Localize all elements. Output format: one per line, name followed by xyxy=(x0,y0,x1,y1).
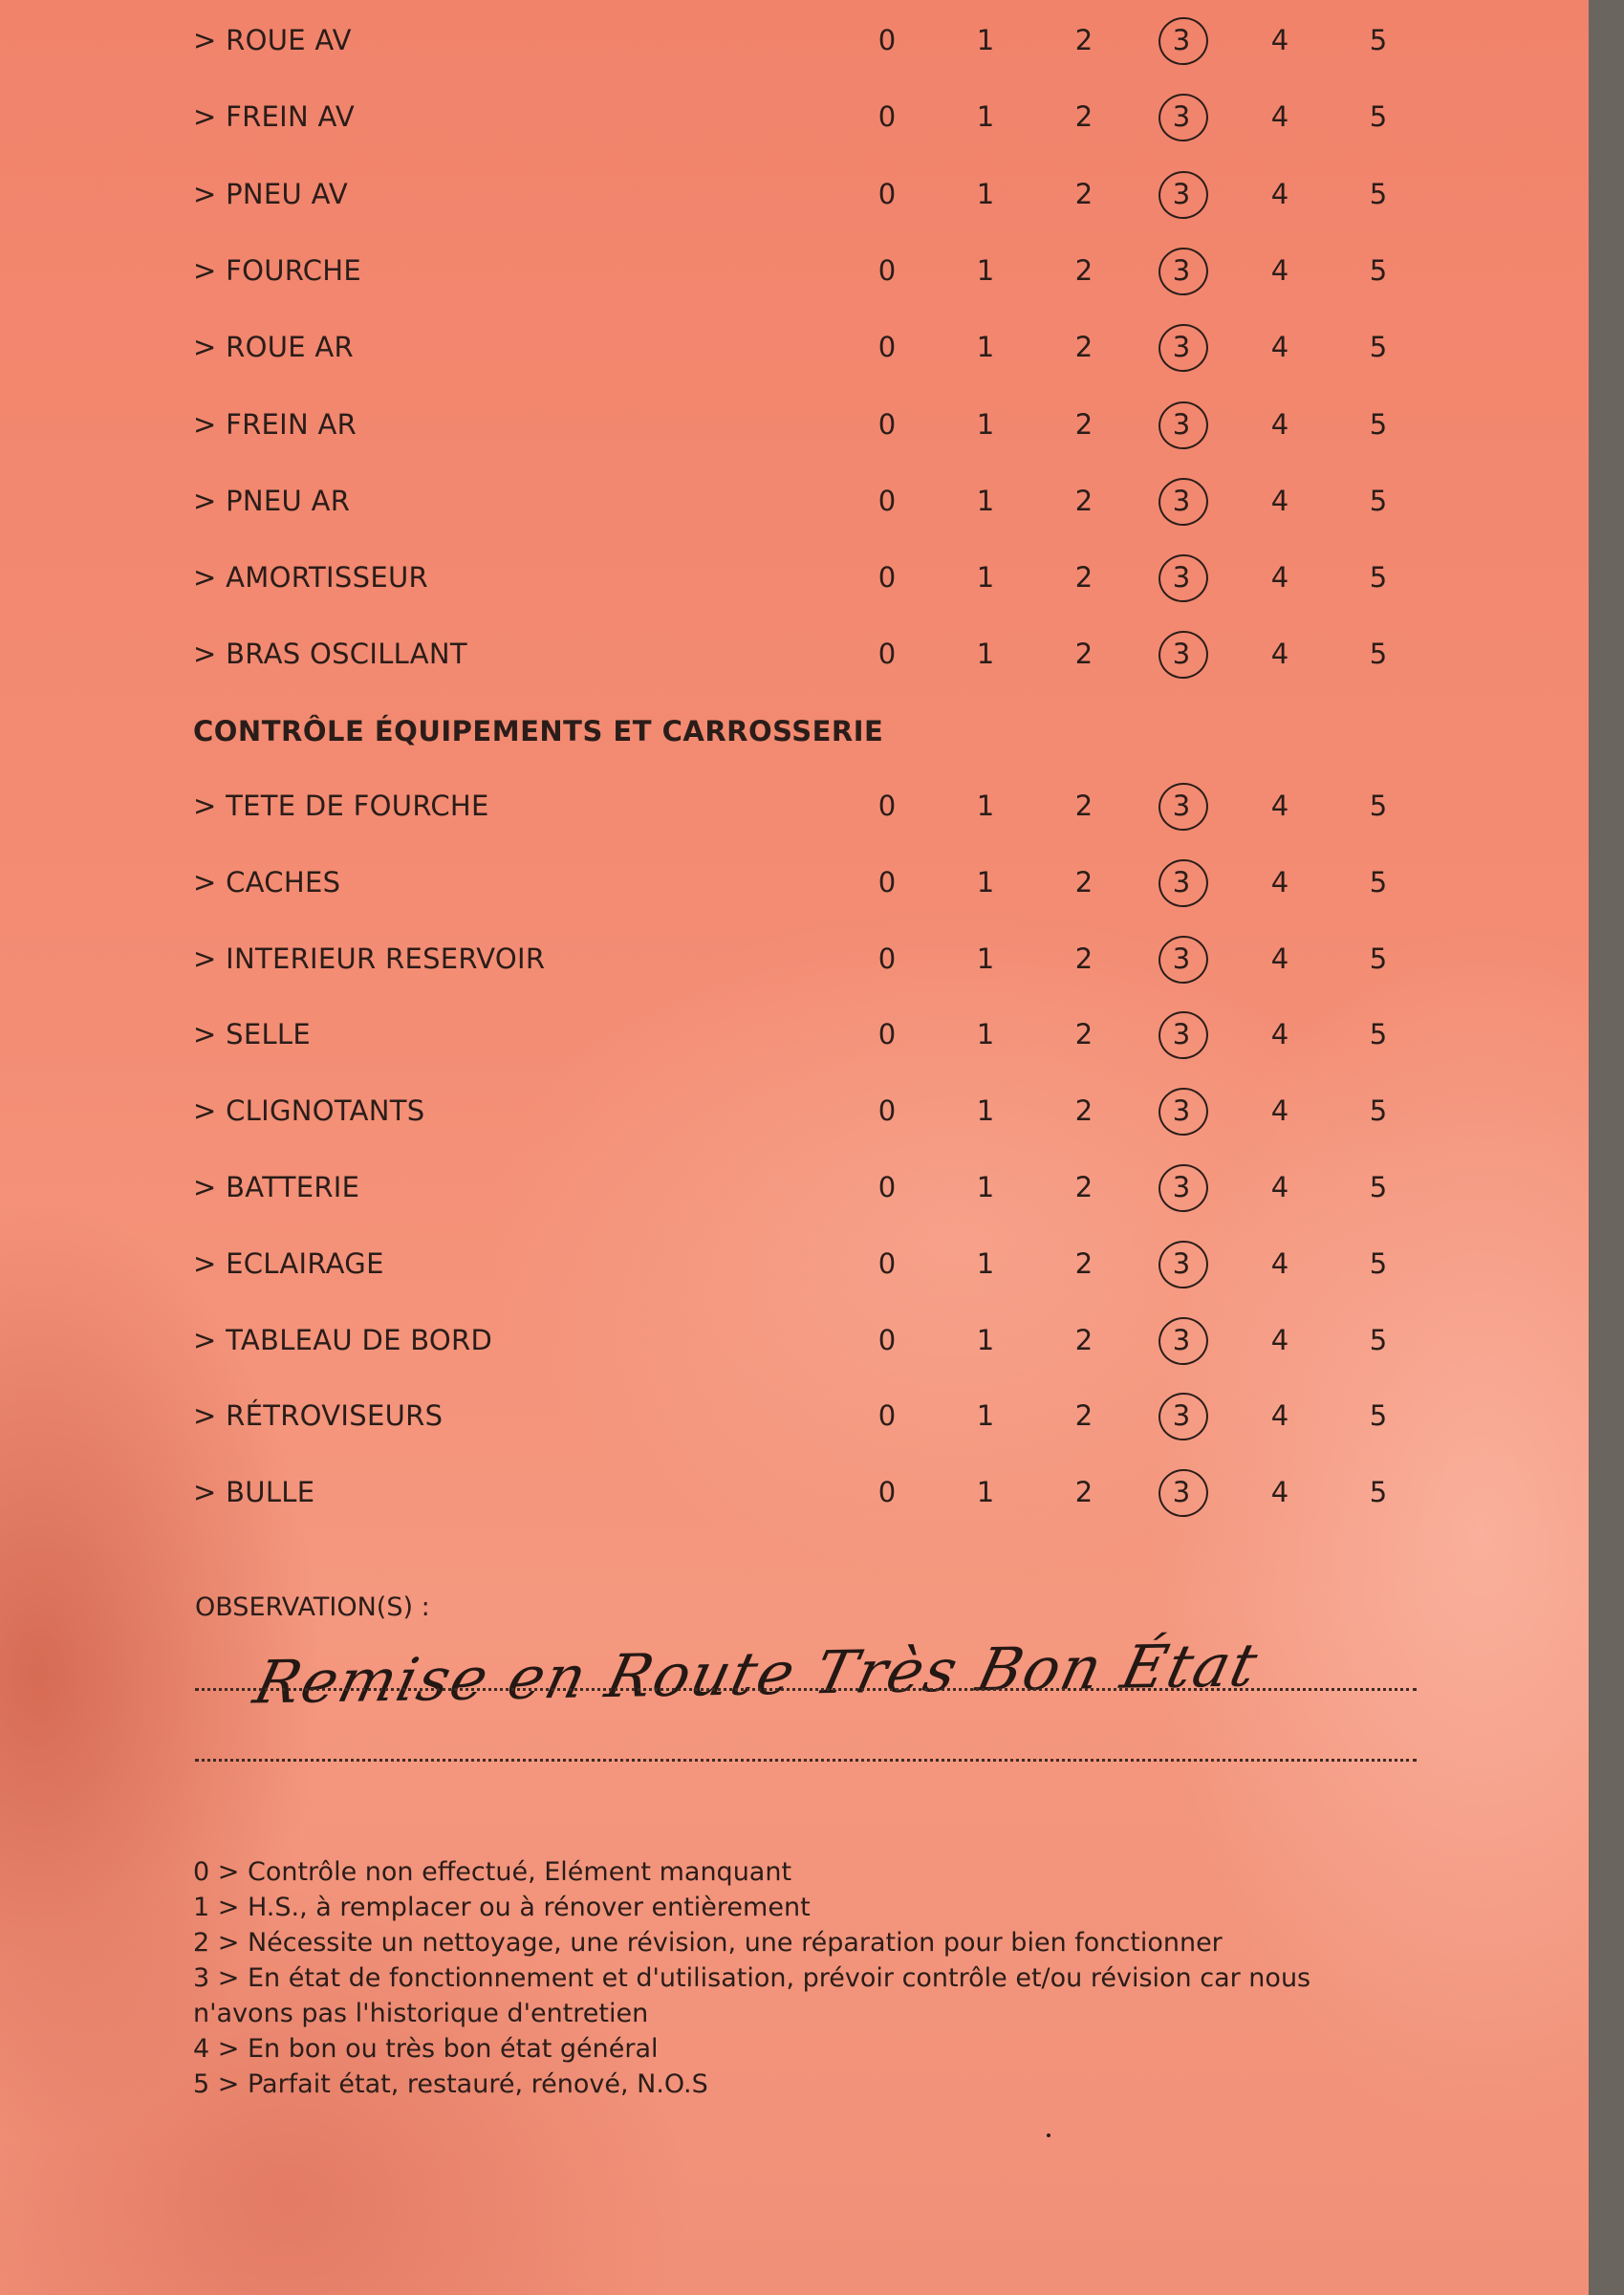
score-option: 4 xyxy=(1270,253,1289,287)
score-option: 5 xyxy=(1369,100,1388,134)
score-option: 4 xyxy=(1270,484,1289,517)
score-option: 5 xyxy=(1369,484,1388,517)
rating-row-label: > CACHES xyxy=(193,865,341,899)
rating-row-label: > BATTERIE xyxy=(193,1171,360,1203)
score-option: 1 xyxy=(976,407,995,441)
rating-row-label: > FREIN AR xyxy=(193,407,357,441)
observations-handwritten-text: Remise en Route Très Bon État xyxy=(248,1630,1267,1718)
score-option: 4 xyxy=(1270,24,1289,56)
score-option: 1 xyxy=(976,561,995,595)
rating-row xyxy=(0,1454,1589,1530)
legend-item-2: 2 > Nécessite un nettoyage, une révision, une réparation pour bien fonctionner xyxy=(193,1928,1223,1958)
score-option: 5 xyxy=(1369,638,1388,671)
score-option: 1 xyxy=(976,865,995,899)
score-option-circled: 3 xyxy=(1153,996,1210,1072)
score-option-circled: 3 xyxy=(1153,768,1210,844)
score-option: 2 xyxy=(1074,177,1093,210)
legend-item-5: 5 > Parfait état, restauré, rénové, N.O.S xyxy=(193,2069,708,2099)
score-option: 5 xyxy=(1369,1171,1388,1203)
score-option: 2 xyxy=(1074,1323,1093,1356)
score-option: 0 xyxy=(877,253,897,287)
score-option: 4 xyxy=(1270,790,1289,822)
score-option: 4 xyxy=(1270,561,1289,595)
legend-item-1: 1 > H.S., à remplacer ou à rénover entièrement xyxy=(193,1893,811,1922)
score-option: 2 xyxy=(1074,1018,1093,1051)
rating-row xyxy=(0,539,1589,616)
score-option: 2 xyxy=(1074,1171,1093,1203)
score-option-circled: 3 xyxy=(1153,1149,1210,1225)
score-option: 0 xyxy=(877,1018,897,1051)
score-option: 2 xyxy=(1074,638,1093,671)
score-option-circled: 3 xyxy=(1153,232,1210,309)
score-option: 2 xyxy=(1074,253,1093,287)
rating-row xyxy=(0,463,1589,539)
observations-label: OBSERVATION(S) : xyxy=(195,1592,430,1622)
score-option-circled: 3 xyxy=(1153,78,1210,155)
score-option: 2 xyxy=(1074,561,1093,595)
rating-row-label: > ROUE AR xyxy=(193,331,354,364)
observations-line-2 xyxy=(195,1759,1417,1762)
score-option: 4 xyxy=(1270,1399,1289,1433)
rating-row-label: > ECLAIRAGE xyxy=(193,1246,384,1280)
rating-row xyxy=(0,616,1589,692)
score-option: 4 xyxy=(1270,1476,1289,1509)
score-option: 5 xyxy=(1369,1246,1388,1280)
score-option: 5 xyxy=(1369,24,1388,56)
score-option: 2 xyxy=(1074,1476,1093,1509)
score-option-circled: 3 xyxy=(1153,1225,1210,1302)
rating-row-label: > TETE DE FOURCHE xyxy=(193,790,489,822)
score-option: 4 xyxy=(1270,1018,1289,1051)
score-option: 1 xyxy=(976,100,995,134)
score-option: 5 xyxy=(1369,1018,1388,1051)
score-option: 5 xyxy=(1369,1323,1388,1356)
score-option: 4 xyxy=(1270,331,1289,364)
score-option: 0 xyxy=(877,1246,897,1280)
score-option: 1 xyxy=(976,638,995,671)
score-option: 2 xyxy=(1074,331,1093,364)
rating-row-label: > PNEU AV xyxy=(193,177,348,210)
rating-row xyxy=(0,844,1589,920)
rating-row xyxy=(0,1225,1589,1302)
score-option: 5 xyxy=(1369,1094,1388,1128)
score-option: 4 xyxy=(1270,1171,1289,1203)
score-option: 5 xyxy=(1369,253,1388,287)
score-option: 1 xyxy=(976,253,995,287)
score-option-circled: 3 xyxy=(1153,920,1210,997)
rating-row xyxy=(0,309,1589,385)
score-option: 5 xyxy=(1369,790,1388,822)
score-option: 1 xyxy=(976,1094,995,1128)
rating-row xyxy=(0,1149,1589,1225)
score-option: 0 xyxy=(877,1323,897,1356)
rating-row-label: > BRAS OSCILLANT xyxy=(193,638,467,671)
rating-row xyxy=(0,78,1589,155)
rating-row xyxy=(0,1377,1589,1454)
score-option: 5 xyxy=(1369,407,1388,441)
score-option: 0 xyxy=(877,865,897,899)
score-option: 1 xyxy=(976,1399,995,1433)
rating-row-label: > FREIN AV xyxy=(193,100,355,134)
score-option: 0 xyxy=(877,790,897,822)
score-option: 2 xyxy=(1074,790,1093,822)
score-option: 1 xyxy=(976,942,995,975)
rating-row xyxy=(0,2,1589,78)
rating-row-label: > SELLE xyxy=(193,1018,311,1051)
rating-row-label: > BULLE xyxy=(193,1476,315,1509)
score-option: 5 xyxy=(1369,865,1388,899)
score-option-circled: 3 xyxy=(1153,616,1210,692)
score-option: 1 xyxy=(976,177,995,210)
rating-row xyxy=(0,768,1589,844)
rating-row-label: > PNEU AR xyxy=(193,484,351,517)
rating-row xyxy=(0,386,1589,463)
score-option: 0 xyxy=(877,24,897,56)
score-option: 2 xyxy=(1074,407,1093,441)
rating-row-label: > INTERIEUR RESERVOIR xyxy=(193,942,546,975)
score-option: 0 xyxy=(877,1094,897,1128)
score-option: 2 xyxy=(1074,1399,1093,1433)
score-option: 0 xyxy=(877,331,897,364)
score-option: 5 xyxy=(1369,1399,1388,1433)
score-option-circled: 3 xyxy=(1153,1072,1210,1149)
score-option: 1 xyxy=(976,1171,995,1203)
score-option: 5 xyxy=(1369,331,1388,364)
score-option: 5 xyxy=(1369,177,1388,210)
score-option: 0 xyxy=(877,100,897,134)
score-option: 1 xyxy=(976,790,995,822)
score-option: 1 xyxy=(976,1476,995,1509)
rating-row xyxy=(0,232,1589,309)
score-option: 4 xyxy=(1270,100,1289,134)
rating-row xyxy=(0,1072,1589,1149)
score-option: 5 xyxy=(1369,942,1388,975)
score-option-circled: 3 xyxy=(1153,2,1210,78)
rating-row xyxy=(0,156,1589,232)
score-option-circled: 3 xyxy=(1153,1377,1210,1454)
score-option-circled: 3 xyxy=(1153,539,1210,616)
rating-row-label: > AMORTISSEUR xyxy=(193,561,428,595)
score-option: 0 xyxy=(877,177,897,210)
score-option: 2 xyxy=(1074,865,1093,899)
rating-row-label: > TABLEAU DE BORD xyxy=(193,1323,493,1356)
legend-item-3-continued: n'avons pas l'historique d'entretien xyxy=(193,1999,649,2028)
score-option: 2 xyxy=(1074,942,1093,975)
section-title-equipements: CONTRÔLE ÉQUIPEMENTS ET CARROSSERIE xyxy=(193,715,884,747)
score-option: 1 xyxy=(976,331,995,364)
score-option: 2 xyxy=(1074,100,1093,134)
score-option-circled: 3 xyxy=(1153,1302,1210,1378)
score-option: 0 xyxy=(877,1399,897,1433)
score-option: 0 xyxy=(877,638,897,671)
score-option: 2 xyxy=(1074,24,1093,56)
score-option: 2 xyxy=(1074,1246,1093,1280)
rating-row-label: > CLIGNOTANTS xyxy=(193,1094,425,1128)
score-option: 5 xyxy=(1369,561,1388,595)
score-option: 5 xyxy=(1369,1476,1388,1509)
score-option: 4 xyxy=(1270,865,1289,899)
paper-speck xyxy=(1047,2133,1050,2137)
rating-row xyxy=(0,1302,1589,1378)
rating-row xyxy=(0,996,1589,1072)
rating-row xyxy=(0,920,1589,997)
score-legend xyxy=(193,1854,1436,2102)
score-option: 0 xyxy=(877,1476,897,1509)
score-option: 4 xyxy=(1270,942,1289,975)
score-option: 1 xyxy=(976,1246,995,1280)
score-option: 0 xyxy=(877,942,897,975)
rating-row-label: > RÉTROVISEURS xyxy=(193,1399,444,1433)
observations-line-1 xyxy=(195,1688,1417,1691)
score-option-circled: 3 xyxy=(1153,463,1210,539)
score-option: 1 xyxy=(976,484,995,517)
rating-row-label: > ROUE AV xyxy=(193,24,352,56)
score-option: 4 xyxy=(1270,1323,1289,1356)
score-option: 2 xyxy=(1074,484,1093,517)
legend-item-0: 0 > Contrôle non effectué, Elément manquant xyxy=(193,1857,792,1887)
legend-item-3: 3 > En état de fonctionnement et d'utilisation, prévoir contrôle et/ou révision car nous xyxy=(193,1963,1311,1993)
score-option-circled: 3 xyxy=(1153,844,1210,920)
score-option: 0 xyxy=(877,484,897,517)
score-option: 4 xyxy=(1270,407,1289,441)
score-option: 4 xyxy=(1270,638,1289,671)
score-option: 4 xyxy=(1270,1094,1289,1128)
score-option: 2 xyxy=(1074,1094,1093,1128)
score-option: 1 xyxy=(976,1018,995,1051)
score-option-circled: 3 xyxy=(1153,386,1210,463)
score-option: 1 xyxy=(976,1323,995,1356)
score-option-circled: 3 xyxy=(1153,309,1210,385)
score-option: 1 xyxy=(976,24,995,56)
score-option-circled: 3 xyxy=(1153,1454,1210,1530)
score-option-circled: 3 xyxy=(1153,156,1210,232)
rating-row-label: > FOURCHE xyxy=(193,253,362,287)
score-option: 0 xyxy=(877,407,897,441)
score-option: 4 xyxy=(1270,1246,1289,1280)
score-option: 0 xyxy=(877,561,897,595)
legend-item-4: 4 > En bon ou très bon état général xyxy=(193,2034,659,2064)
score-option: 0 xyxy=(877,1171,897,1203)
score-option: 4 xyxy=(1270,177,1289,210)
